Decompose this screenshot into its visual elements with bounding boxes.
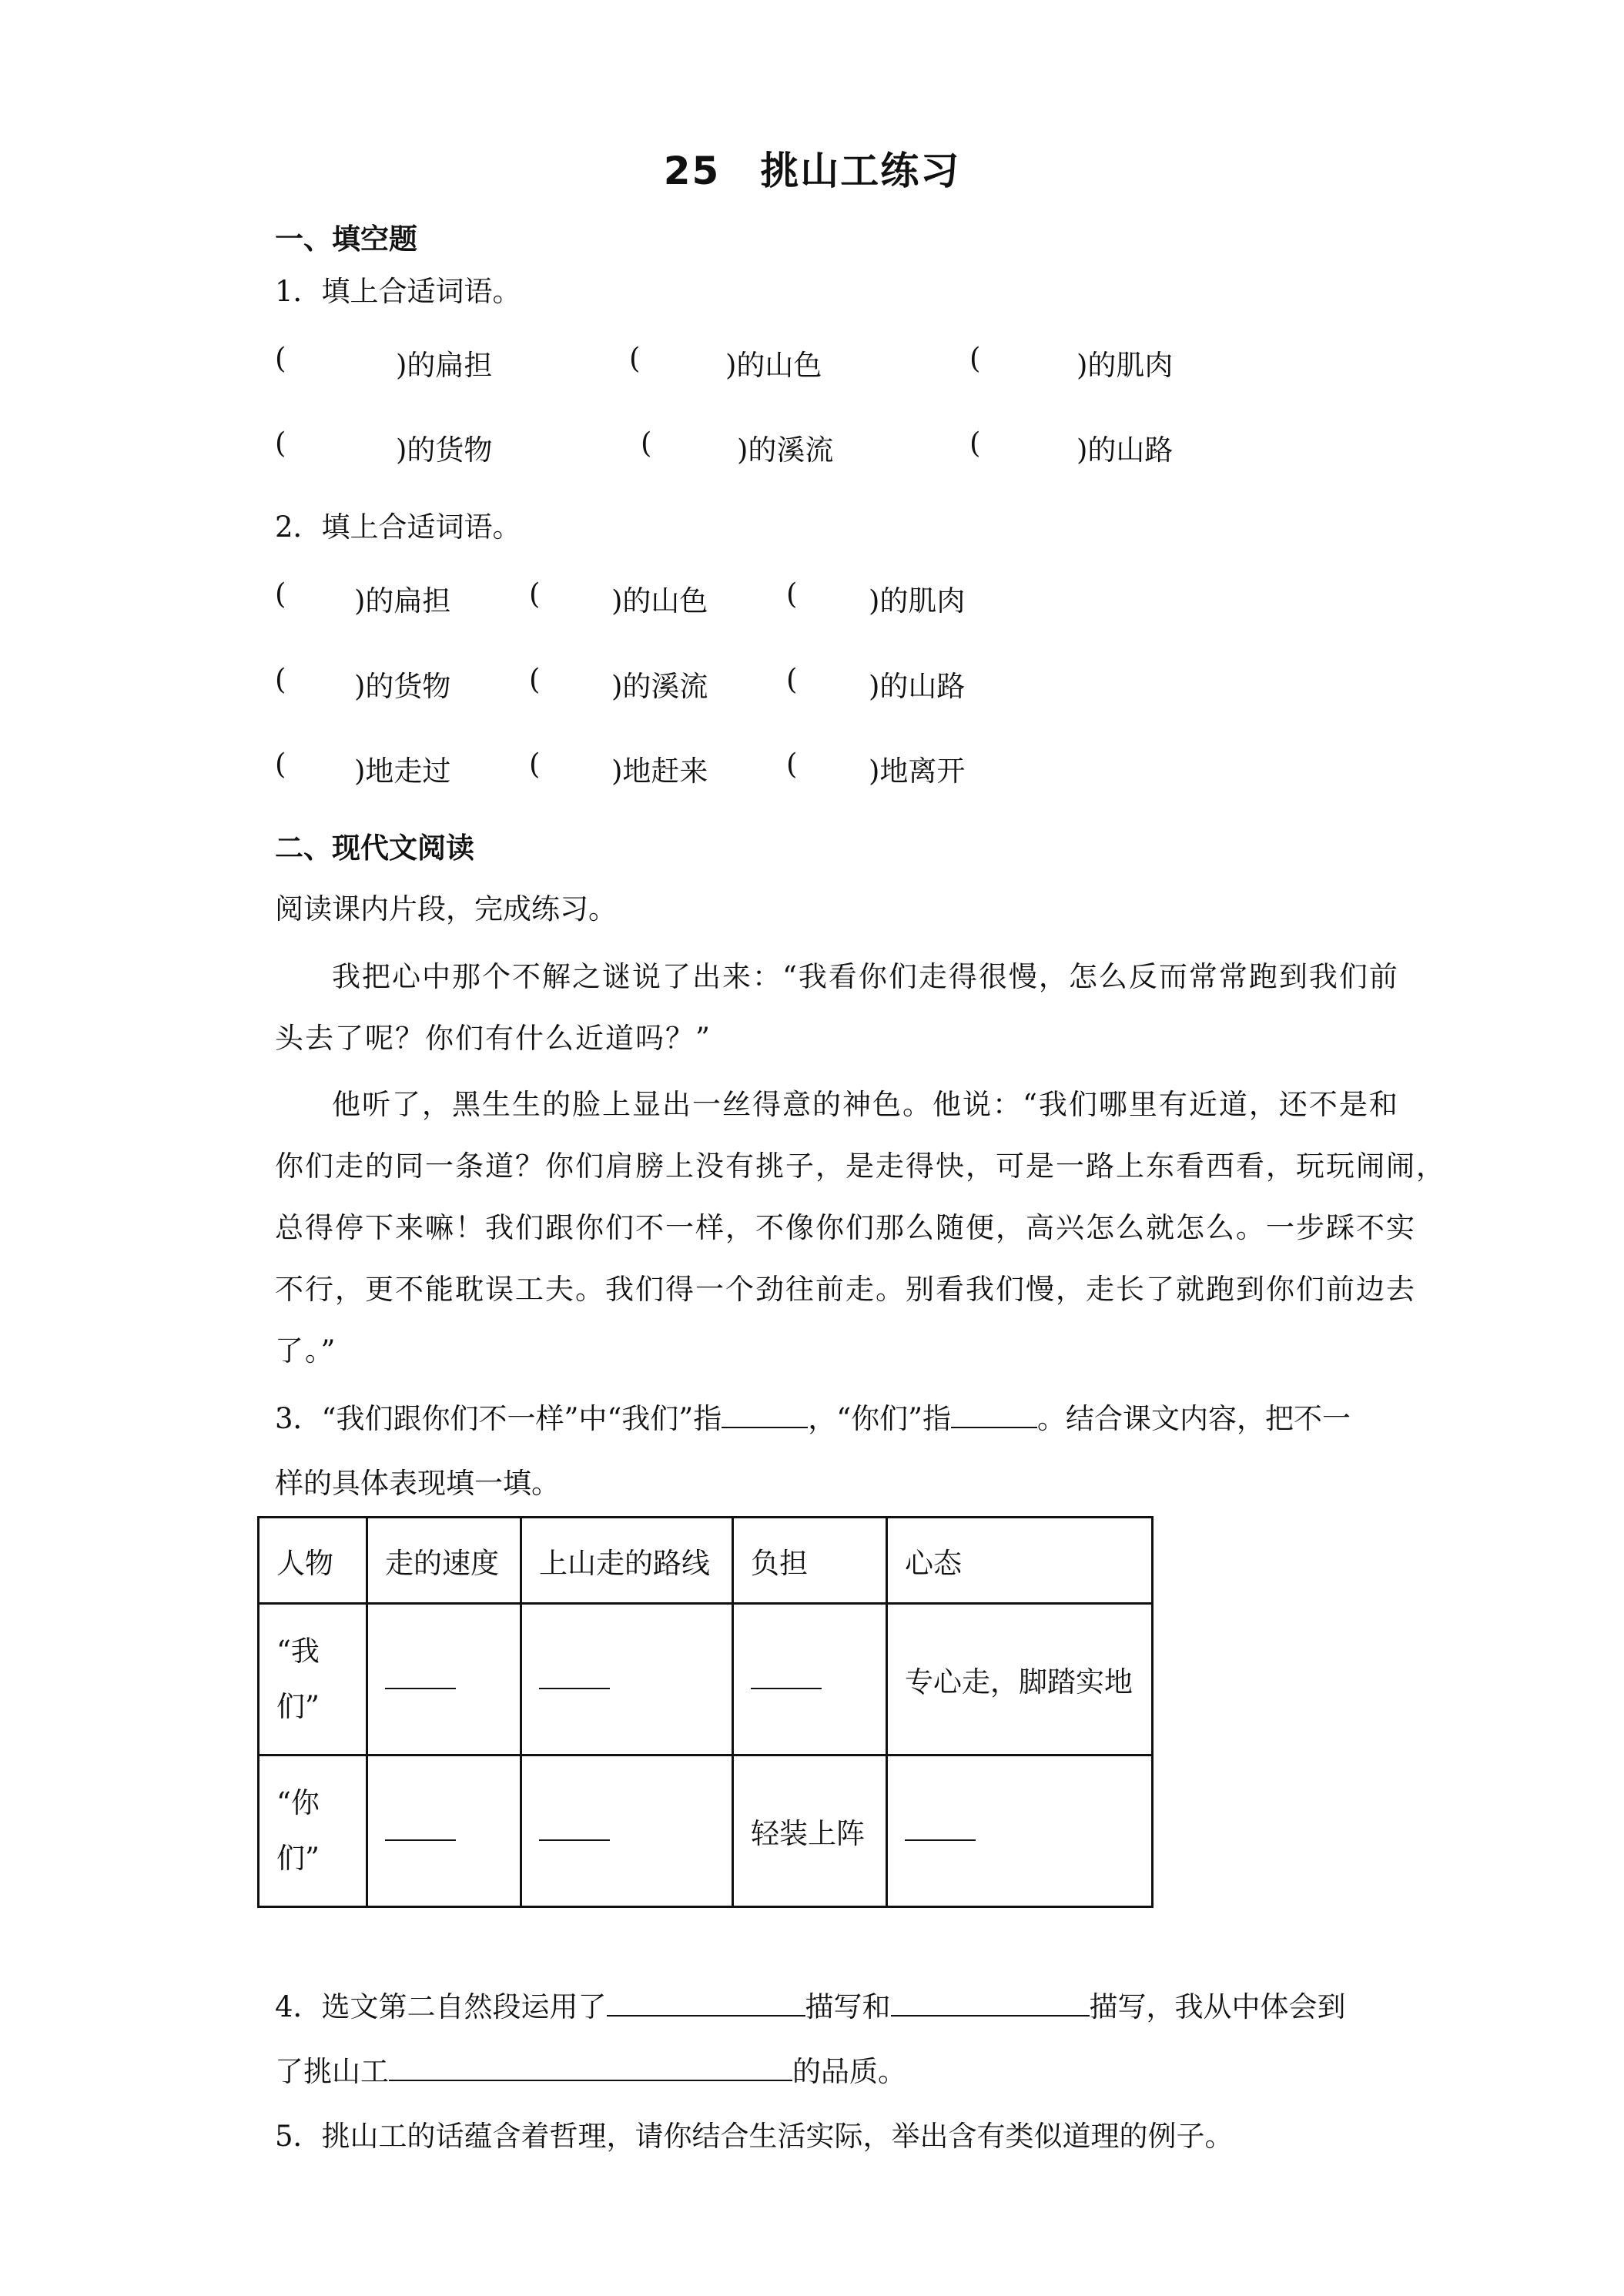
q2-paren-open: ( [275,663,286,696]
comparison-table [257,1516,1154,1908]
table-cell-blank[interactable] [887,1755,1153,1907]
q2-blank-label: )的溪流 [611,670,708,703]
answer-blank[interactable] [385,1680,456,1689]
person-label: “你 [276,1786,320,1819]
q1-blank-label: )的溪流 [737,433,834,467]
q1-paren-open: ( [275,427,286,460]
table-cell-attitude: 专心走，脚踏实地 [887,1604,1153,1755]
table-row [259,1604,1153,1755]
table-header: 人物 [259,1518,367,1604]
passage-line: 你们走的同一条道？你们肩膀上没有挑子，是走得快，可是一路上东看西看，玩玩闹闹， [275,1150,1446,1183]
q3-text-part: 。结合课文内容，把不一 [1037,1402,1351,1435]
question-4-line1 [275,1983,1346,2025]
q2-blank-label: )的货物 [354,670,451,703]
reading-intro: 阅读课内片段，完成练习。 [275,892,617,925]
q1-paren-open: ( [969,342,981,375]
q1-paren-open: ( [275,342,286,375]
answer-blank[interactable] [539,1680,610,1689]
question-4-line2 [275,2048,906,2090]
answer-blank[interactable] [607,1992,805,2017]
section-heading-reading: 二、现代文阅读 [275,832,474,865]
q4-text-part: 描写和 [805,1990,891,2023]
q4-text-part: 的品质。 [792,2055,906,2088]
q1-paren-open: ( [969,427,981,460]
table-cell-blank[interactable] [367,1755,521,1907]
q2-paren-open: ( [786,663,798,696]
q2-paren-open: ( [275,748,286,781]
section-heading-fill-blank: 一、填空题 [275,223,417,256]
person-label: 们” [276,1690,320,1723]
q2-paren-open: ( [529,748,541,781]
q1-blank-label: )的肌肉 [1077,349,1174,382]
answer-blank[interactable] [905,1832,976,1841]
table-header: 心态 [887,1518,1153,1604]
table-cell-blank[interactable] [733,1604,887,1755]
answer-blank[interactable] [751,1680,822,1689]
page-title: 25 挑山工练习 [663,149,961,193]
answer-blank[interactable] [389,2057,792,2081]
passage-line: 头去了呢？你们有什么近道吗？” [275,1022,712,1055]
passage-line: 了。” [275,1334,337,1367]
table-header: 走的速度 [367,1518,521,1604]
table-header: 负担 [733,1518,887,1604]
q2-blank-label: )的扁担 [354,584,451,618]
table-header-row [259,1518,1153,1604]
person-label: “我 [276,1635,320,1668]
q4-text-part: 4．选文第二自然段运用了 [275,1990,607,2023]
question-3-line1 [275,1395,1351,1437]
q1-blank-label: )的山路 [1077,433,1174,467]
question-2-prompt: 2．填上合适词语。 [275,510,521,544]
q1-paren-open: ( [641,427,652,460]
passage-line: 总得停下来嘛！我们跟你们不一样，不像你们那么随便，高兴怎么就怎么。一步踩不实 [275,1211,1416,1244]
table-row [259,1755,1153,1907]
answer-blank[interactable] [891,1992,1090,2017]
q3-text-part: 3．“我们跟你们不一样”中“我们”指 [275,1402,722,1435]
answer-blank[interactable] [722,1404,808,1428]
answer-blank[interactable] [539,1832,610,1841]
q1-blank-label: )的山色 [725,349,822,382]
passage-line: 不行，更不能耽误工夫。我们得一个劲往前走。别看我们慢，走长了就跑到你们前边去 [275,1273,1416,1306]
q2-blank-label: )地离开 [869,755,966,788]
q1-blank-label: )的扁担 [396,349,493,382]
q2-paren-open: ( [529,663,541,696]
table-cell-blank[interactable] [521,1755,733,1907]
table-cell-person [259,1604,367,1755]
table-cell-burden: 轻装上阵 [733,1755,887,1907]
passage-line: 我把心中那个不解之谜说了出来：“我看你们走得很慢，怎么反而常常跑到我们前 [332,960,1399,993]
q2-paren-open: ( [786,748,798,781]
table-header: 上山走的路线 [521,1518,733,1604]
q1-blank-label: )的货物 [396,433,493,467]
passage-line: 他听了，黑生生的脸上显出一丝得意的神色。他说：“我们哪里有近道，还不是和 [332,1088,1399,1121]
answer-blank[interactable] [951,1404,1037,1428]
question-5-prompt: 5．挑山工的话蕴含着哲理，请你结合生活实际，举出含有类似道理的例子。 [275,2120,1234,2153]
q2-paren-open: ( [275,577,286,611]
q4-text-part: 描写，我从中体会到 [1089,1990,1346,2023]
table-cell-person [259,1755,367,1907]
question-3-line2: 样的具体表现填一填。 [275,1467,560,1500]
q2-blank-label: )地走过 [354,755,451,788]
q2-paren-open: ( [529,577,541,611]
table-cell-blank[interactable] [367,1604,521,1755]
answer-blank[interactable] [385,1832,456,1841]
question-1-prompt: 1．填上合适词语。 [275,275,521,308]
q2-paren-open: ( [786,577,798,611]
q2-blank-label: )地赶来 [611,755,708,788]
q4-text-part: 了挑山工 [275,2055,389,2088]
q2-blank-label: )的山路 [869,670,966,703]
q1-paren-open: ( [629,342,641,375]
q2-blank-label: )的山色 [611,584,708,618]
person-label: 们” [276,1842,320,1875]
q3-text-part: ，“你们”指 [808,1402,952,1435]
q2-blank-label: )的肌肉 [869,584,966,618]
table-cell-blank[interactable] [521,1604,733,1755]
